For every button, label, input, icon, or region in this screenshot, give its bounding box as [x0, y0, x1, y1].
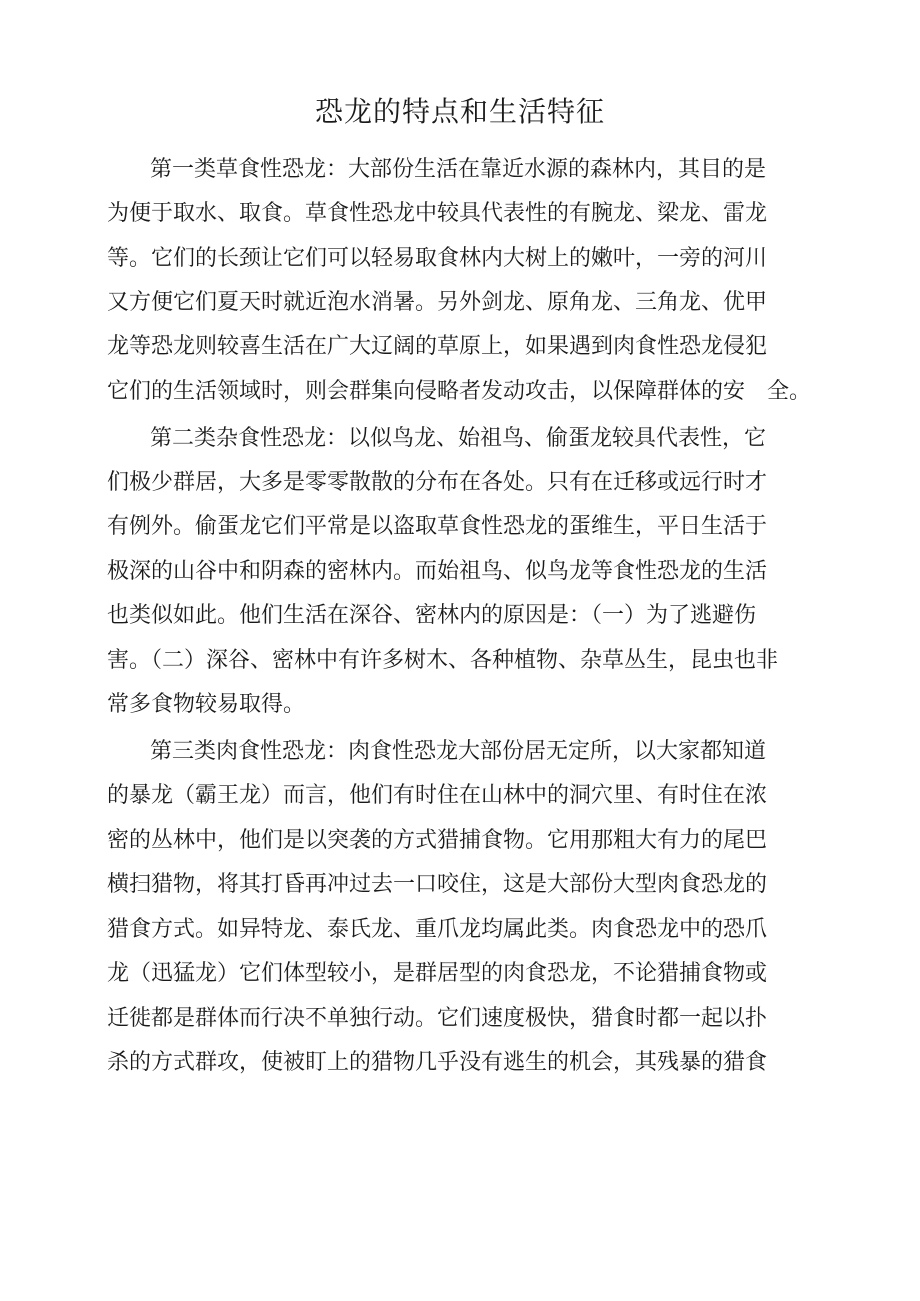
paragraph-1-line-2: 为便于取水、取食。草食性恐龙中较具代表性的有腕龙、梁龙、雷龙 — [107, 201, 768, 226]
paragraph-3-line-8: 杀的方式群攻，使被盯上的猎物几乎没有逃生的机会，其残暴的猎食 — [107, 1050, 768, 1075]
paragraph-2-line-2: 们极少群居，大多是零零散散的分布在各处。只有在迁移或远行时才 — [107, 470, 768, 495]
paragraph-3-line-7: 迁徙都是群体而行决不单独行动。它们速度极快，猎食时都一起以扑 — [107, 1006, 768, 1031]
paragraph-2-line-3: 有例外。偷蛋龙它们平常是以盗取草食性恐龙的蛋维生，平日生活于 — [107, 514, 768, 539]
paragraph-1-line-3: 等。它们的长颈让它们可以轻易取食林内大树上的嫩叶，一旁的河川 — [107, 246, 768, 271]
paragraph-2-line-7: 常多食物较易取得。 — [107, 692, 306, 717]
paragraph-3-line-2: 的暴龙（霸王龙）而言，他们有时住在山林中的洞穴里、有时住在浓 — [107, 783, 768, 808]
paragraph-1-line-6: 它们的生活领域时，则会群集向侵略者发动攻击，以保障群体的安 全。 — [107, 379, 812, 404]
paragraph-3-line-4: 横扫猎物，将其打昏再冲过去一口咬住，这是大部份大型肉食恐龙的 — [107, 872, 768, 897]
paragraph-3-line-5: 猎食方式。如异特龙、泰氏龙、重爪龙均属此类。肉食恐龙中的恐爪 — [107, 917, 768, 942]
paragraph-2-line-6: 害。（二）深谷、密林中有许多树木、各种植物、杂草丛生，昆虫也非 — [107, 648, 779, 673]
paragraph-3-line-6: 龙（迅猛龙）它们体型较小，是群居型的肉食恐龙，不论猎捕食物或 — [107, 961, 768, 986]
paragraph-1-line-4: 又方便它们夏天时就近泡水消暑。另外剑龙、原角龙、三角龙、优甲 — [107, 290, 768, 315]
paragraph-3-line-1: 第三类肉食性恐龙：肉食性恐龙大部份居无定所，以大家都知道 — [150, 739, 767, 764]
paragraph-2-line-1: 第二类杂食性恐龙：以似鸟龙、始祖鸟、偷蛋龙较具代表性，它 — [150, 426, 767, 451]
paragraph-2-line-5: 也类似如此。他们生活在深谷、密林内的原因是：（一）为了逃避伤 — [107, 603, 757, 628]
paragraph-1-line-1: 第一类草食性恐龙：大部份生活在靠近水源的森林内，其目的是 — [150, 157, 767, 182]
document-title: 恐龙的特点和生活特征 — [314, 95, 605, 128]
paragraph-3-line-3: 密的丛林中，他们是以突袭的方式猎捕食物。它用那粗大有力的尾巴 — [107, 828, 768, 853]
paragraph-1-line-5: 龙等恐龙则较喜生活在广大辽阔的草原上，如果遇到肉食性恐龙侵犯 — [107, 334, 768, 359]
paragraph-2-line-4: 极深的山谷中和阴森的密林内。而始祖鸟、似鸟龙等食性恐龙的生活 — [107, 559, 768, 584]
